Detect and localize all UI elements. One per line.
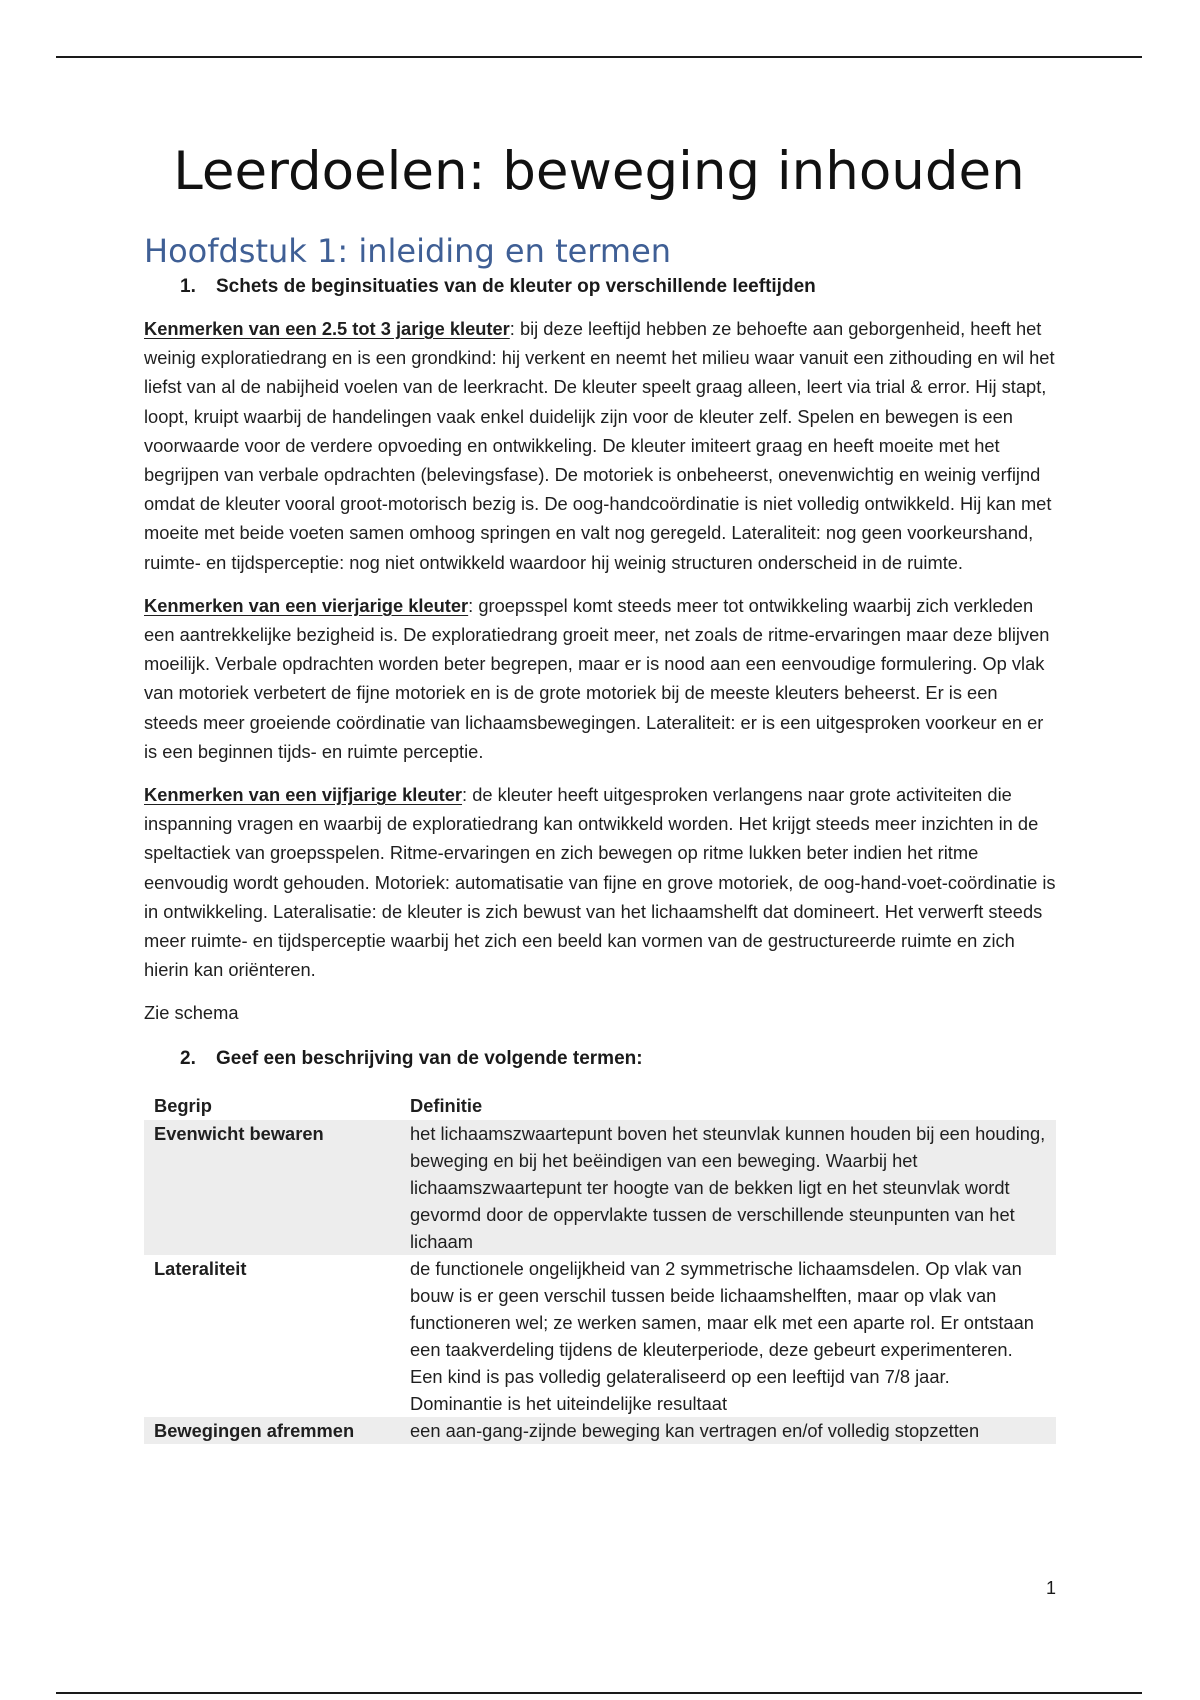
question-2-number: 2. [180,1047,196,1069]
paragraph-lead: Kenmerken van een 2.5 tot 3 jarige kleuter [144,318,510,339]
table-row [144,1255,1056,1417]
document-title: Leerdoelen: beweging inhouden [173,141,1025,202]
definition-cell: een aan-gang-zijnde beweging kan vertragen en/of volledig stopzetten [400,1417,1056,1444]
see-schema-note: Zie schema [144,1002,239,1024]
footer-rule [56,1692,1142,1694]
header-rule [56,56,1142,58]
table-header-row [144,1092,1056,1120]
question-1-heading [144,274,1056,300]
paragraph-body: : bij deze leeftijd hebben ze behoefte aan geborgenheid, heeft het weinig exploratiedrang en is een grondkind: hij verkent en neemt het milieu waar vanuit een zithouding en wil het liefst van al de nabijheid voelen van de leerkracht. De kleuter speelt graag alleen, leert via trial & error. Hij stapt, loopt, kruipt waarbij de handelingen vaak enkel duidelijk zijn voor de kleuter zelf. Spelen en bewegen is een voorwaarde voor de verdere opvoeding en ontwikkeling. De kleuter imiteert graag en heeft moeite met het begrijpen van verbale opdrachten (belevingsfase). De motoriek is onbeheerst, onevenwichtig en weinig verfijnd omdat de kleuter vooral groot-motorisch bezig is. De oog-handcoördinatie is niet volledig ontwikkeld. Hij kan met moeite met beide voeten samen omhoog springen en valt nog geregeld. Lateraliteit: nog geen voorkeurshand, ruimte- en tijdsperceptie: nog niet ontwikkeld waardoor hij weinig structuren onderscheid in de ruimte. [144,318,1055,573]
definition-cell: het lichaamszwaartepunt boven het steunvlak kunnen houden bij een houding, beweging en bij het beëindigen van een beweging. Waarbij het lichaamszwaartepunt ter hoogte van de bekken ligt en het steunvlak wordt gevormd door de oppervlakte tussen de verschillende steunpunten van het lichaam [400,1120,1056,1255]
term-cell: Bewegingen afremmen [144,1417,400,1444]
table-row [144,1417,1056,1444]
question-2-text: Geef een beschrijving van de volgende termen: [216,1047,643,1069]
column-header-definition: Definitie [410,1094,483,1116]
term-cell: Lateraliteit [154,1257,247,1279]
question-1-text: Schets de beginsituaties van de kleuter op verschillende leeftijden [216,276,816,297]
document-body [144,228,1056,1444]
paragraph-body: : groepsspel komt steeds meer tot ontwikkeling waarbij zich verkleden een aantrekkelijke bezigheid is. De exploratiedrang groeit meer, net zoals de ritme-ervaringen maar deze blijven moeilijk. Verbale opdrachten worden beter begrepen, maar er is nood aan een eenvoudige formulering. Op vlak van motoriek verbetert de fijne motoriek en is de grote motoriek bij de meeste kleuters beheerst. Er is een steeds meer groeiende coördinatie van lichaamsbewegingen. Lateraliteit: er is een uitgesproken voorkeur en er is een beginnen tijds- en ruimte perceptie. [144,594,1050,762]
chapter-heading: Hoofdstuk 1: inleiding en termen [144,232,672,270]
definition-cell: de functionele ongelijkheid van 2 symmetrische lichaamsdelen. Op vlak van bouw is er geen verschil tussen beide lichaamshelften, maar op vlak van functioneren wel; ze werken samen, maar elk met een aparte rol. Er ontstaan een taakverdeling tijdens de kleuterperiode, deze gebeurt experimenteren. Een kind is pas volledig gelateraliseerd op een leeftijd van 7/8 jaar. Dominantie is het uiteindelijke resultaat [410,1257,1034,1414]
table-row [144,1120,1056,1255]
paragraph-lead: Kenmerken van een vijfjarige kleuter [144,784,463,806]
column-header-term: Begrip [154,1094,212,1116]
page-number: 1 [1045,1578,1056,1598]
paragraph-age-5 [144,780,1056,984]
term-cell: Evenwicht bewaren [144,1120,400,1255]
paragraph-body: : de kleuter heeft uitgesproken verlangens naar grote activiteiten die inspanning vragen en waarbij de exploratiedrang kan ontwikkeld worden. Het krijgt steeds meer inzichten in de speltactiek van groepsspelen. Ritme-ervaringen en zich bewegen op ritme lukken beter indien het ritme eenvoudig wordt gehouden. Motoriek: automatisatie van fijne en grove motoriek, de oog-hand-voet-coördinatie is in ontwikkeling. Lateralisatie: de kleuter is zich bewust van het lichaamshelft dat domineert. Het verwerft steeds meer ruimte- en tijdsperceptie waarbij het zich een beeld kan vormen van de gestructureerde ruimte en zich hierin kan oriënteren. [144,784,1056,981]
paragraph-age-2-3 [144,314,1056,577]
question-1-number: 1. [180,276,196,297]
terms-table [144,1092,1056,1444]
paragraph-age-4 [144,591,1056,766]
paragraph-lead: Kenmerken van een vierjarige kleuter [144,594,469,616]
question-2-heading [144,1046,1056,1072]
